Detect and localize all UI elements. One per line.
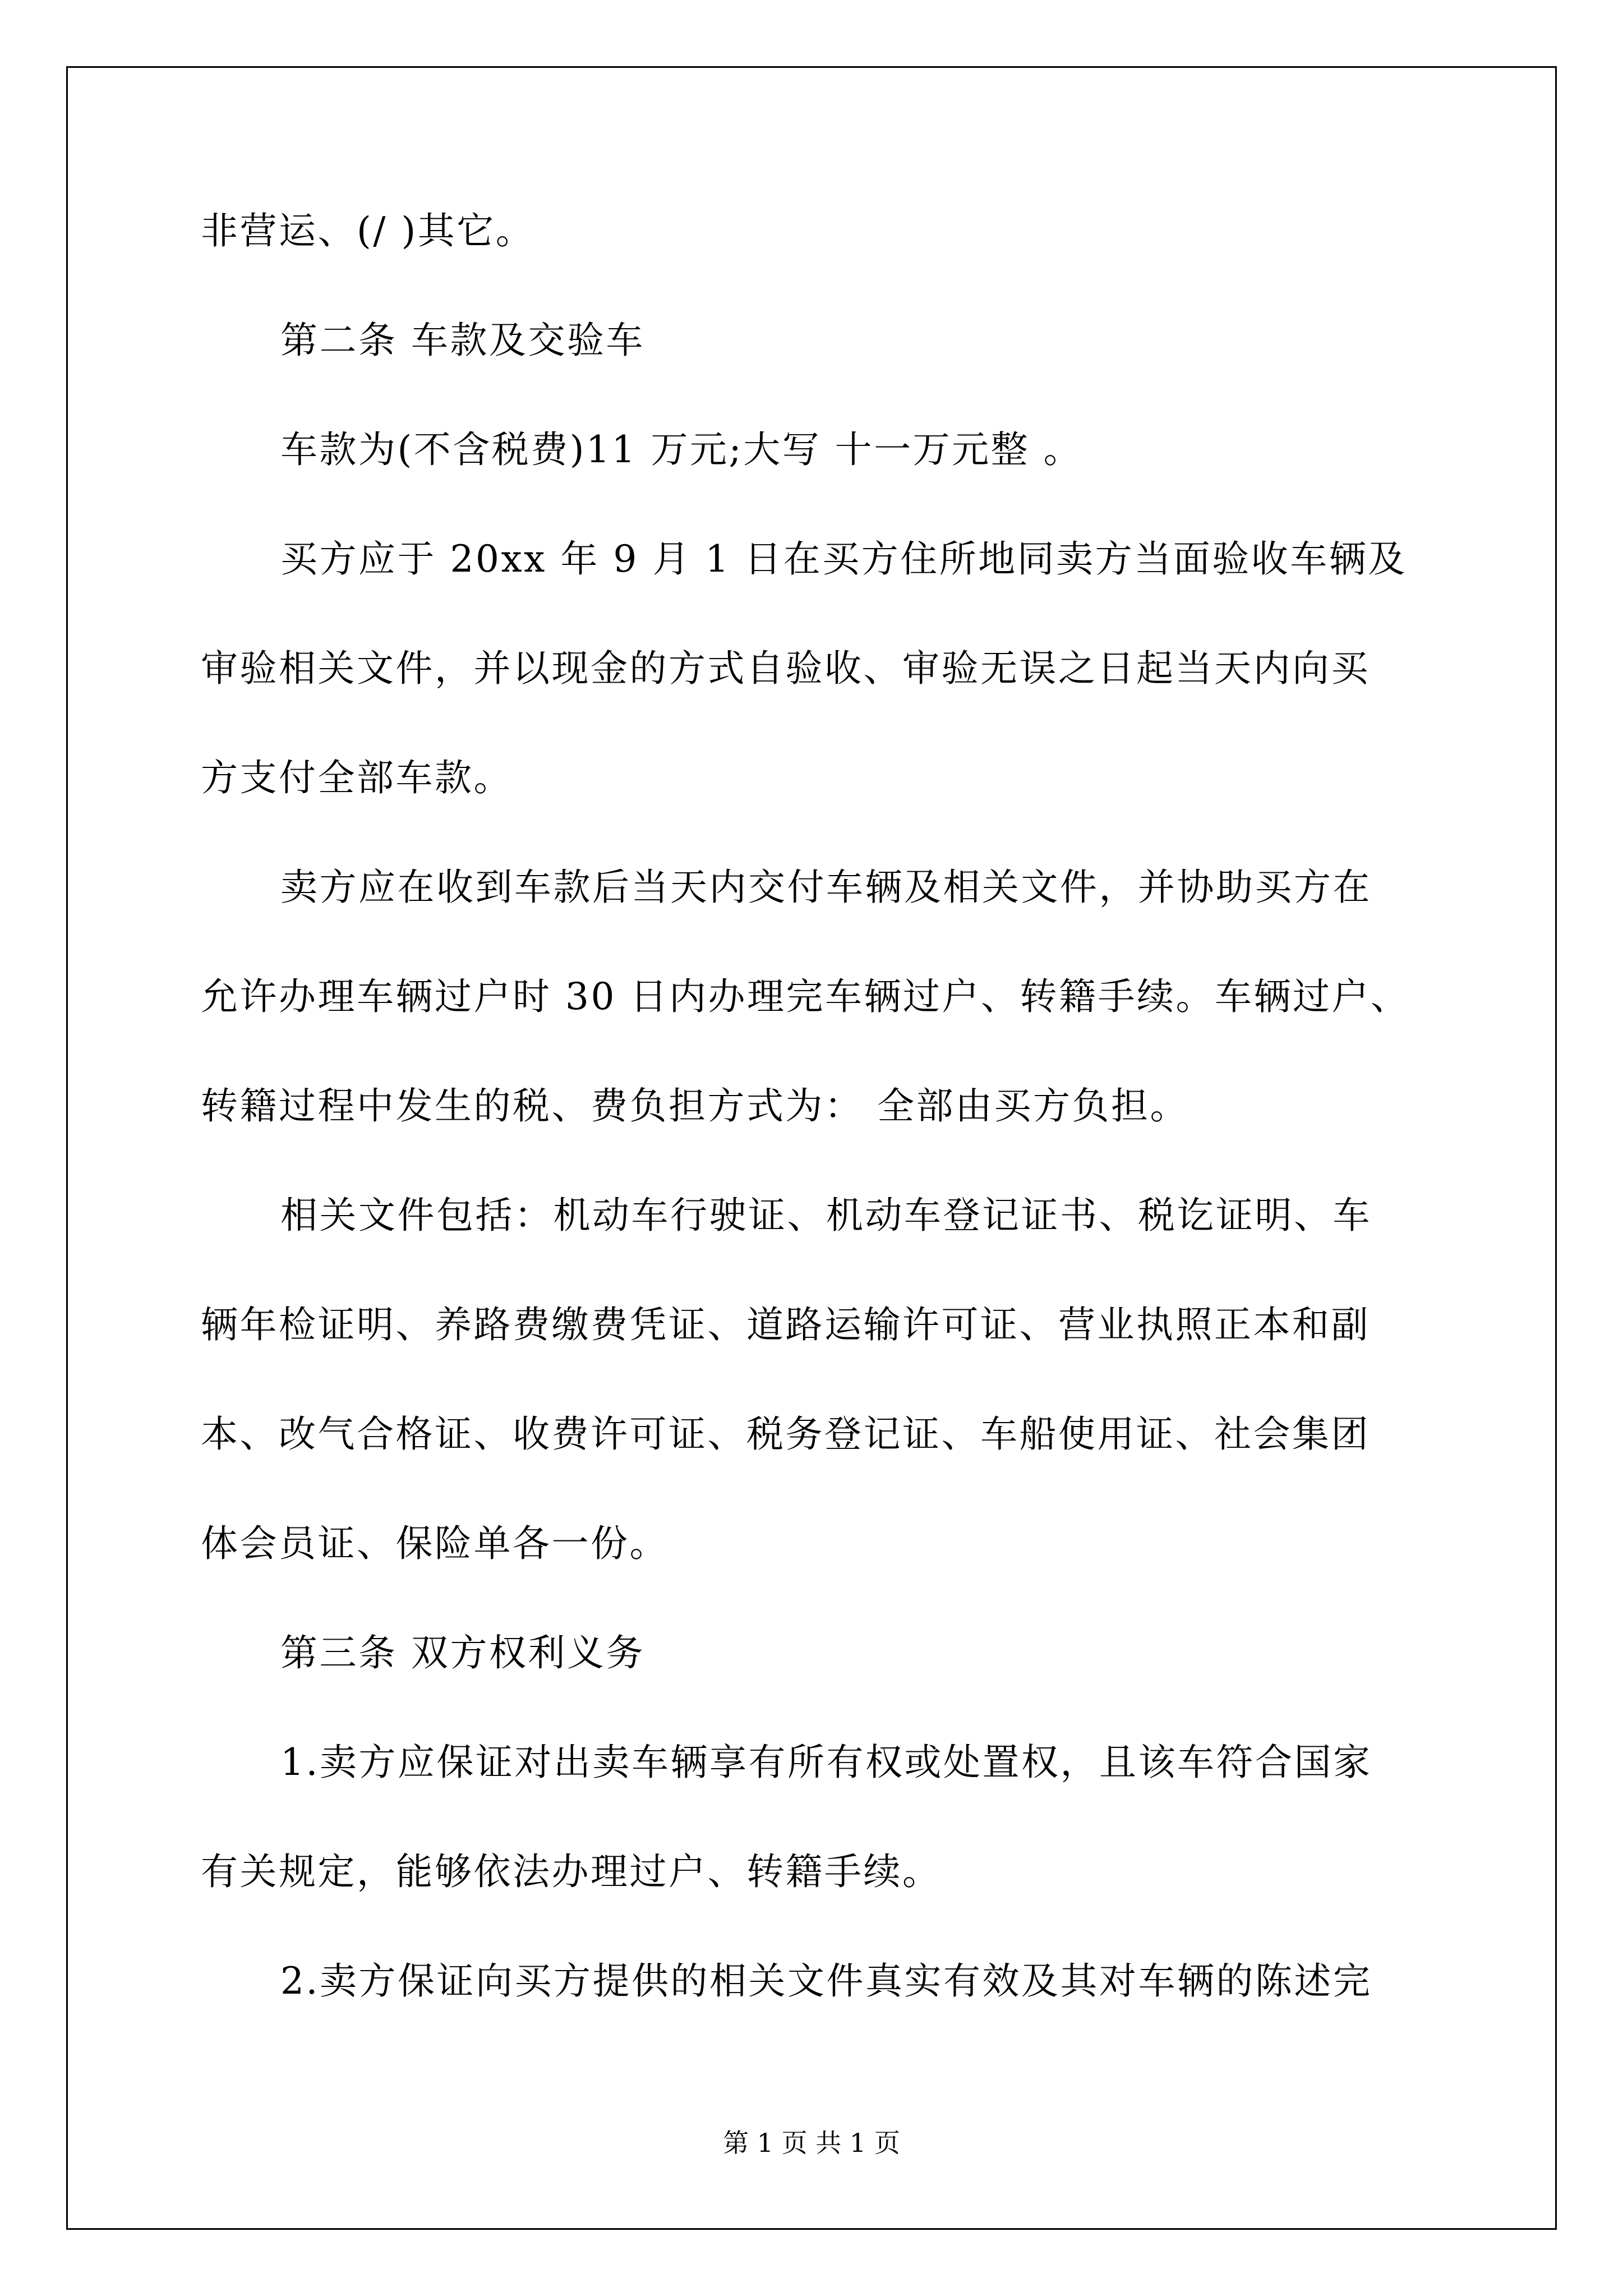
page-footer: 第 1 页 共 1 页: [723, 2128, 900, 2158]
section-heading: 第二条 车款及交验车: [280, 319, 645, 362]
text-line: 1.卖方应保证对出卖车辆享有所有权或处置权，且该车符合国家: [280, 1741, 1372, 1784]
page-frame: [66, 66, 1557, 2230]
text-line: 车款为(不含税费)11 万元;大写 十一万元整 。: [280, 428, 1083, 471]
text-line: 相关文件包括：机动车行驶证、机动车登记证书、税讫证明、车: [280, 1194, 1372, 1237]
text-line: 允许办理车辆过户时 30 日内办理完车辆过户、转籍手续。车辆过户、: [201, 975, 1410, 1018]
text-line: 本、改气合格证、收费许可证、税务登记证、车船使用证、社会集团: [201, 1412, 1370, 1456]
text-line: 体会员证、保险单各一份。: [201, 1522, 668, 1565]
text-line: 非营运、(/ )其它。: [201, 209, 535, 252]
text-line: 2.卖方保证向买方提供的相关文件真实有效及其对车辆的陈述完: [280, 1959, 1372, 2003]
text-line: 有关规定，能够依法办理过户、转籍手续。: [201, 1850, 942, 1893]
text-line: 方支付全部车款。: [201, 756, 513, 799]
text-line: 审验相关文件，并以现金的方式自验收、审验无误之日起当天内向买: [201, 647, 1370, 690]
text-line: 辆年检证明、养路费缴费凭证、道路运输许可证、营业执照正本和副: [201, 1303, 1370, 1346]
section-heading: 第三条 双方权利义务: [280, 1631, 645, 1674]
text-line: 买方应于 20xx 年 9 月 1 日在买方住所地同卖方当面验收车辆及: [280, 537, 1407, 581]
text-line: 卖方应在收到车款后当天内交付车辆及相关文件，并协助买方在: [280, 866, 1372, 909]
text-line: 转籍过程中发生的税、费负担方式为： 全部由买方负担。: [201, 1084, 1189, 1128]
